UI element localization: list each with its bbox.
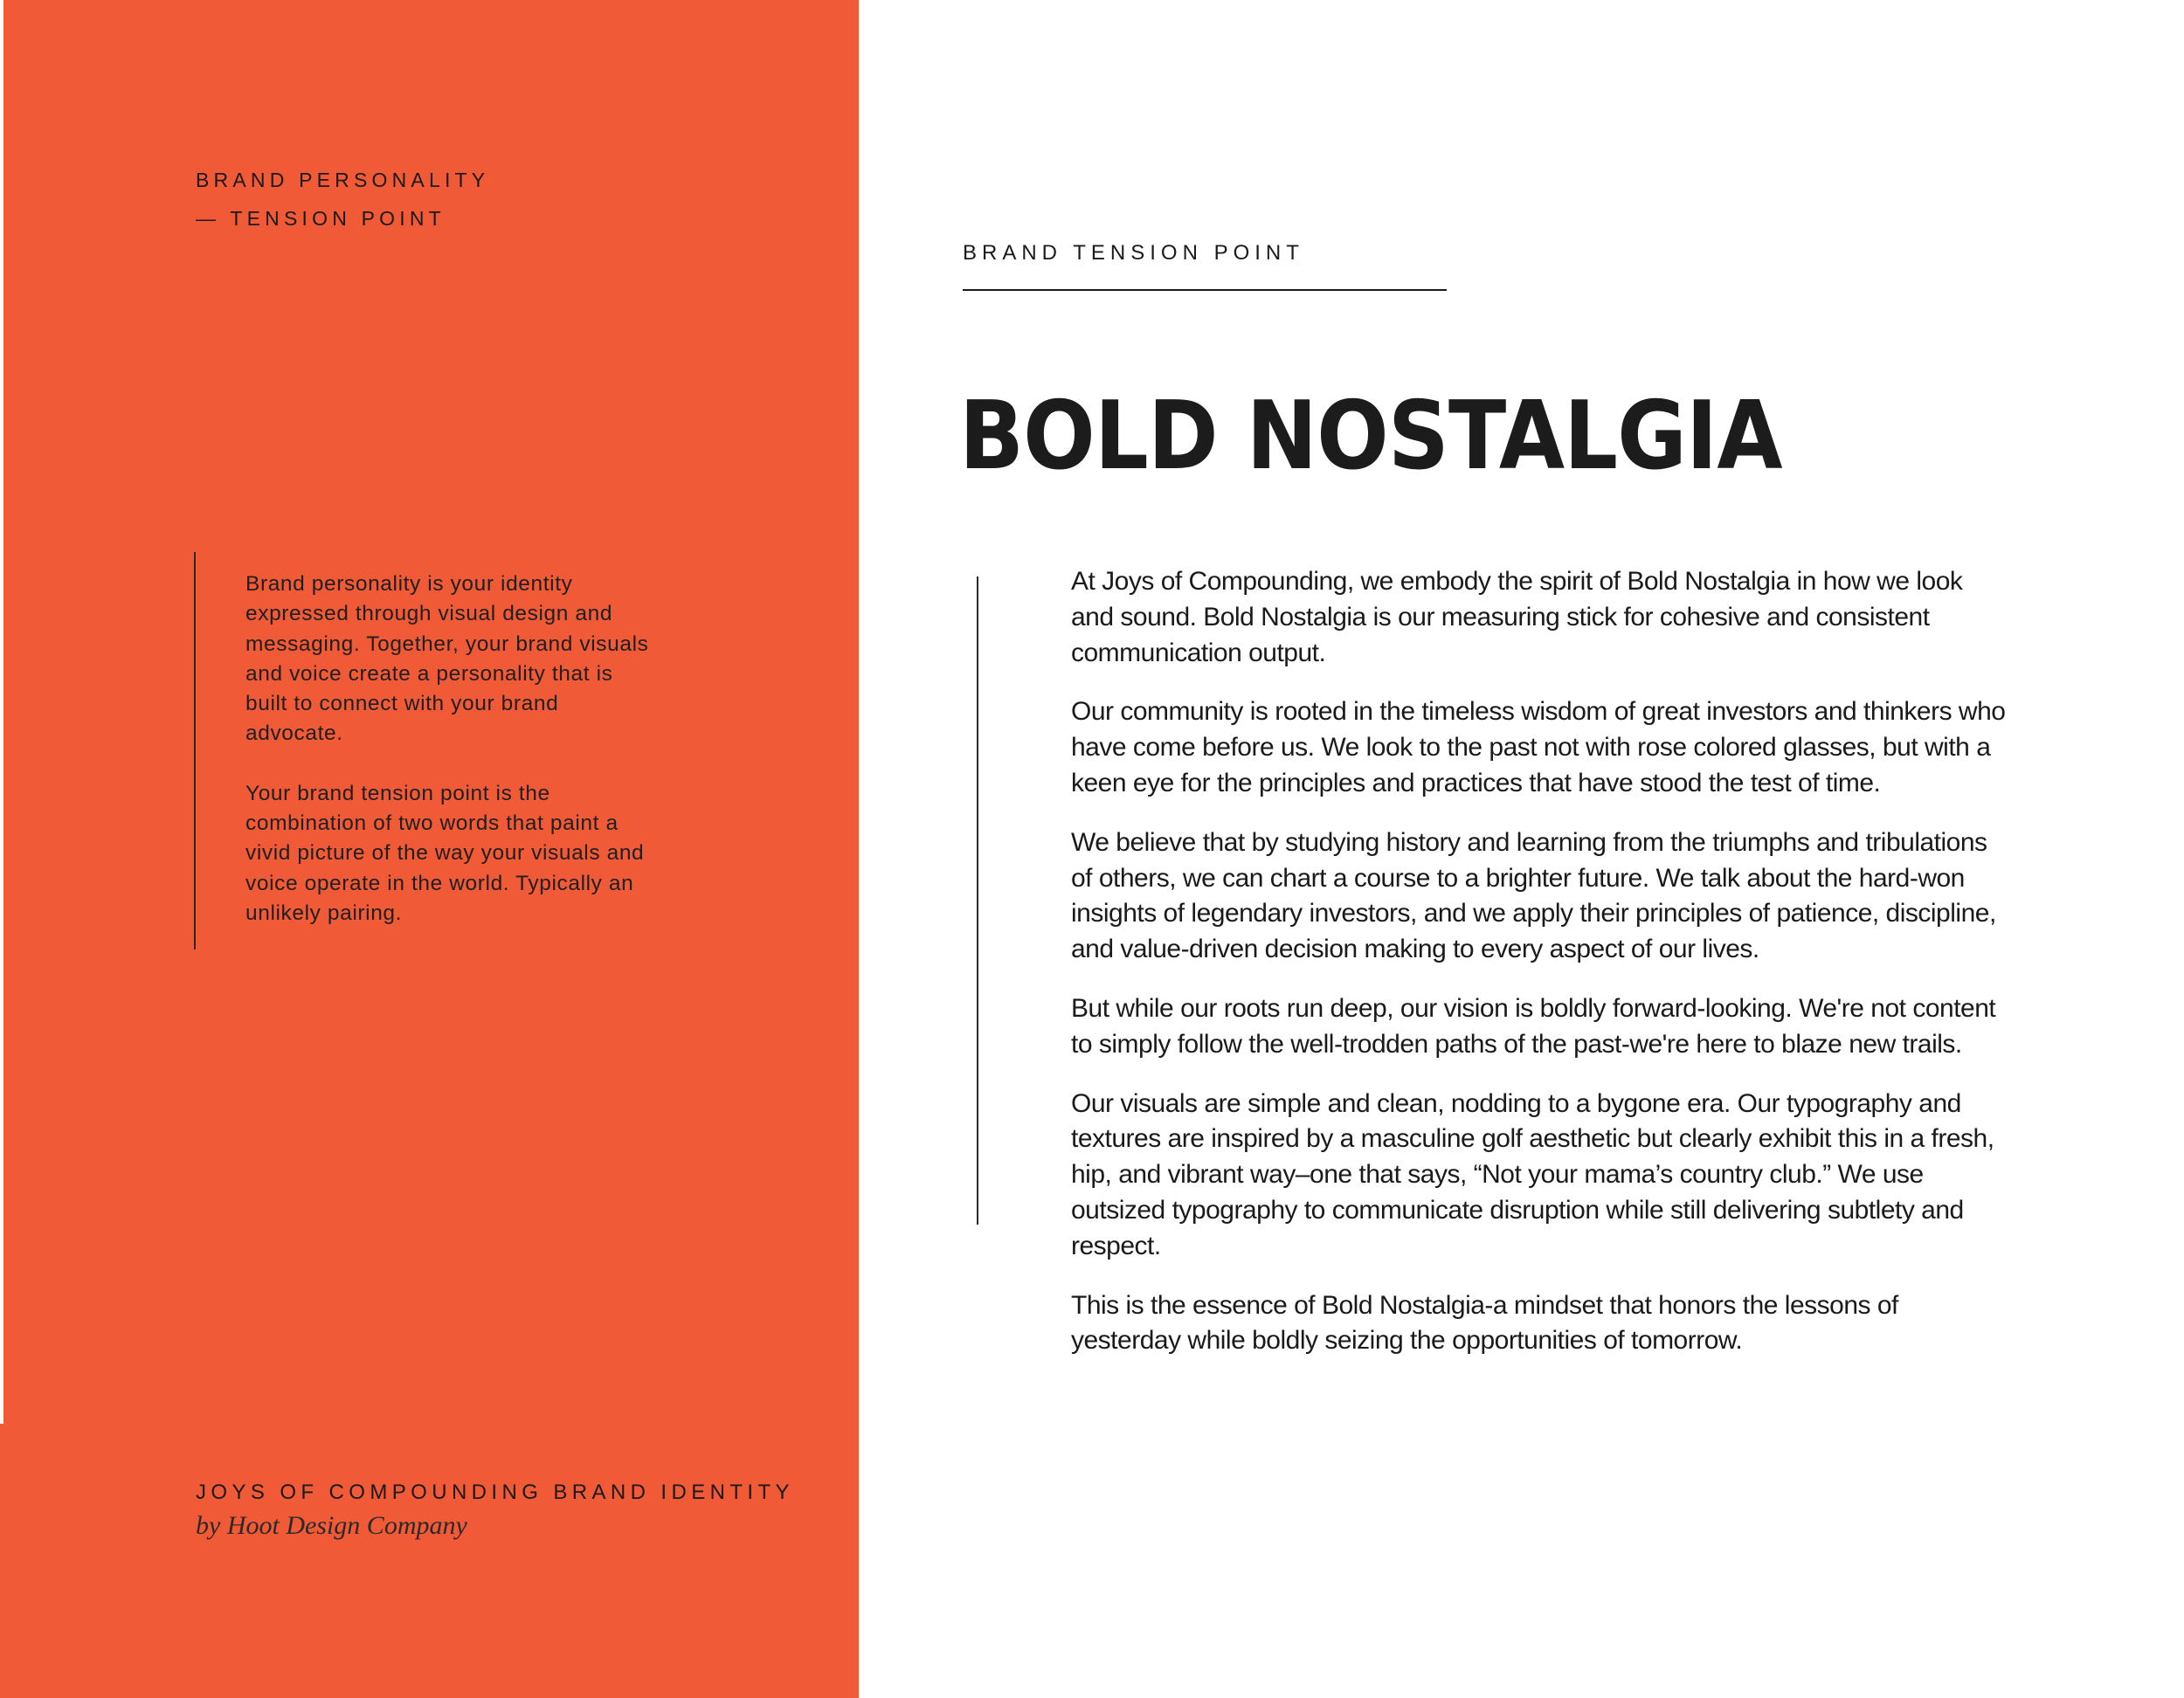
body-copy-rule <box>977 576 978 1225</box>
body-paragraph: This is the essence of Bold Nostalgia-a mindset that honors the lessons of yesterday while boldly seizing the opportunities of tomorrow. <box>1071 1290 1898 1356</box>
section-label-underline <box>963 289 1447 291</box>
body-paragraph: Our visuals are simple and clean, nodding to a bygone era. Our typography and textures are inspired by a masculine golf aesthetic but clearly exhibit this in a fresh, hip, and vibrant way–one that says, “Not your mama’s country club.” We use outsized typography to communicate disruption while still delivering subtlety and respect. <box>1071 1088 1994 1260</box>
body-paragraph: Our community is rooted in the timeless wisdom of great investors and thinkers who have come before us. We look to the past not with rose colored glasses, but with a keen eye for the principles and practices that have stood the test of time. <box>1071 697 2006 797</box>
section-label: BRAND TENSION POINT <box>963 241 1304 265</box>
document-credit: by Hoot Design Company <box>196 1511 467 1540</box>
panel-edge <box>0 0 3 1424</box>
sidebar-kicker-line-1: BRAND PERSONALITY <box>196 169 490 191</box>
sidebar-note-paragraph: Your brand tension point is the combination of two words that paint a vivid picture of the way your visuals and voice operate in the world. Typically an unlikely pairing. <box>245 781 645 925</box>
body-paragraph: We believe that by studying history and learning from the triumphs and tribulations of others, we can chart a course to a brighter future. We talk about the hard-won insights of legendary investors, and we apply their principles of patience, discipline, and value-driven decision making to every aspect of our lives. <box>1071 827 1996 964</box>
accent-sidebar-panel <box>0 0 859 1698</box>
page-headline: BOLD NOSTALGIA <box>959 382 1782 491</box>
sidebar-note-paragraph: Brand personality is your identity expressed through visual design and messaging. Together, your brand visuals and voice create a personality that is built to connect with your brand advocate. <box>245 572 649 746</box>
body-paragraph: At Joys of Compounding, we embody the spirit of Bold Nostalgia in how we look and sound. Bold Nostalgia is our measuring stick for cohesive and consistent communication output. <box>1071 567 1963 667</box>
body-paragraph: But while our roots run deep, our vision is boldly forward-looking. We're not content to simply follow the well-trodden paths of the past-we're here to blaze new trails. <box>1071 993 1996 1059</box>
sidebar-note <box>245 569 656 928</box>
body-copy <box>1071 564 2010 1359</box>
document-title: JOYS OF COMPOUNDING BRAND IDENTITY <box>196 1481 794 1504</box>
sidebar-note-rule <box>194 552 196 949</box>
sidebar-kicker-line-2: — TENSION POINT <box>196 207 446 230</box>
